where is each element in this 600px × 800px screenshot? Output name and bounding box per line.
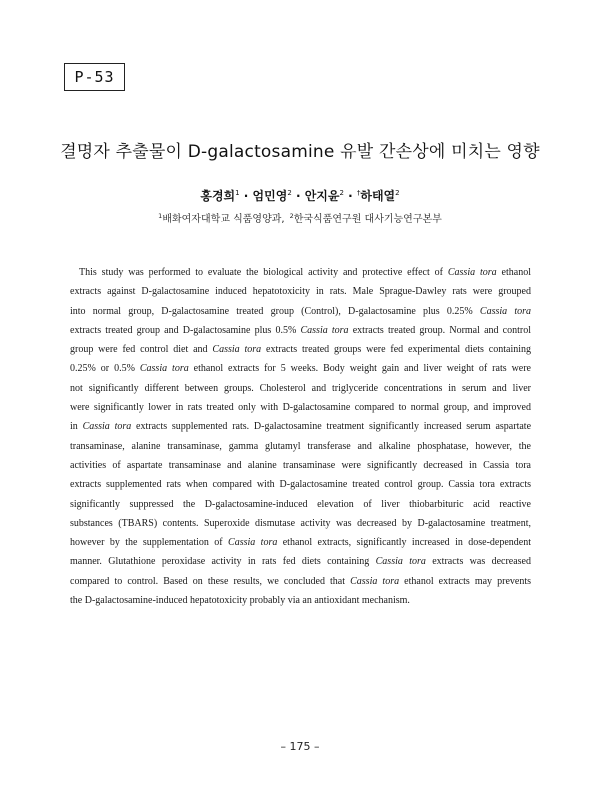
abstract-text: in <box>70 421 83 433</box>
abstract-line <box>70 475 531 494</box>
abstract-text: 0.25% or 0.5% <box>70 363 140 375</box>
abstract-line <box>70 591 531 610</box>
abstract-text: extracts treated group. Normal and control <box>348 324 531 336</box>
author-name: 안지윤 <box>304 189 340 203</box>
species-name: Cassia tora <box>350 575 400 587</box>
author <box>200 189 239 203</box>
affiliations <box>0 210 600 225</box>
species-name: Cassia tora <box>228 537 278 549</box>
author <box>305 189 344 203</box>
affiliation-mark: 1 <box>158 212 163 220</box>
abstract-line <box>70 514 531 533</box>
species-name: Cassia tora <box>300 324 349 336</box>
author-affil-mark: 2 <box>395 189 400 197</box>
abstract-body <box>70 263 531 610</box>
poster-id: P-53 <box>74 68 115 86</box>
corresponding-mark: † <box>356 189 361 197</box>
author-separator: · <box>239 189 253 203</box>
abstract-text: were significantly lower in rats treated only with D-galactosamine compared to normal group, and improved <box>70 402 531 414</box>
affiliation-mark: 2 <box>289 212 294 220</box>
abstract-text: however by the supplementation of <box>70 537 229 549</box>
species-name: Cassia tora <box>479 305 531 317</box>
author <box>253 189 292 203</box>
author-affil-mark: 2 <box>287 189 292 197</box>
abstract-line <box>70 282 531 301</box>
abstract-text: significantly suppressed the D-galactosamine-induced elevation of liver thiobarbituric acid reactive <box>70 498 531 510</box>
abstract-line <box>70 572 531 591</box>
species-name: Cassia tora <box>212 344 262 356</box>
abstract-text: This study was performed to evaluate the biological activity and protective effect of <box>79 267 448 278</box>
affiliation <box>158 214 284 225</box>
abstract-line <box>70 437 531 456</box>
abstract-text: group were fed control diet and <box>70 344 213 356</box>
species-name: Cassia tora <box>139 363 189 375</box>
abstract-text: substances (TBARS) contents. Superoxide dismutase activity was decreased by D-galactosamine treatment, <box>70 517 531 529</box>
author-affil-mark: 1 <box>235 189 240 197</box>
author-name: 하태열 <box>360 189 396 203</box>
abstract-line <box>70 417 531 436</box>
paper-title: 결명자 추출물이 D-galactosamine 유발 간손상에 미치는 영향 <box>60 142 540 162</box>
abstract-text: manner. Glutathione peroxidase activity in rats fed diets containing <box>70 556 376 568</box>
abstract-text: extracts was decreased <box>425 556 531 568</box>
abstract-line <box>70 533 531 552</box>
abstract-text: ethanol <box>496 267 531 278</box>
abstract-text: not significantly different between groups. Cholesterol and triglyceride concentrations in serum and liver <box>70 382 531 394</box>
abstract-line <box>70 495 531 514</box>
abstract-text: extracts supplemented rats when compared with D-galactosamine treated control group. Cassia tora extracts <box>70 479 531 491</box>
abstract-text: compared to control. Based on these results, we concluded that <box>70 575 351 587</box>
species-name: Cassia tora <box>447 267 497 278</box>
abstract-text: extracts supplemented rats. D-galactosamine treatment significantly increased serum aspartate <box>131 421 531 433</box>
abstract-line <box>70 398 531 417</box>
abstract-text: the D-galactosamine-induced hepatotoxicity probably via an antioxidant mechanism. <box>70 595 410 607</box>
author-affil-mark: 2 <box>339 189 344 197</box>
abstract-text: ethanol extracts, significantly increased in dose-dependent <box>277 537 531 549</box>
abstract-text: extracts treated group and D-galactosamine plus 0.5% <box>70 324 301 336</box>
abstract-text: ethanol extracts for 5 weeks. Body weight gain and liver weight of rats were <box>188 363 531 375</box>
author <box>357 189 400 203</box>
affiliation-text: 배화여자대학교 식품영양과, <box>162 214 285 225</box>
abstract-text: extracts against D-galactosamine induced hepatotoxicity in rats. Male Sprague-Dawley rats were grouped <box>70 286 531 298</box>
page-number: – 175 – <box>280 740 320 753</box>
abstract-line <box>70 263 531 282</box>
author-list <box>0 187 600 204</box>
poster-id-box <box>64 63 125 91</box>
abstract-line <box>70 552 531 571</box>
abstract-text: extracts treated groups were fed experimental diets containing <box>261 344 531 356</box>
abstract-line <box>70 340 531 359</box>
abstract-line <box>70 456 531 475</box>
species-name: Cassia tora <box>375 556 426 568</box>
abstract-text: activities of aspartate transaminase and alanine transaminase were significantly decreased in Cassia tora <box>70 459 531 471</box>
author-name: 엄민영 <box>252 189 288 203</box>
affiliation-text: 한국식품연구원 대사기능연구본부 <box>293 214 442 225</box>
abstract-text: into normal group, D-galactosamine treated group (Control), D-galactosamine plus 0.25% <box>70 305 480 317</box>
author-separator: · <box>343 189 357 203</box>
affiliation <box>290 214 442 225</box>
abstract-line <box>70 379 531 398</box>
abstract-line <box>70 321 531 340</box>
species-name: Cassia tora <box>82 421 132 433</box>
abstract-text: ethanol extracts may prevents <box>399 575 531 587</box>
author-name: 홍경희 <box>200 189 236 203</box>
author-separator: · <box>291 189 305 203</box>
abstract-line <box>70 302 531 321</box>
abstract-line <box>70 359 531 378</box>
abstract-text: transaminase, alanine transaminase, gamma glutamyl transferase and alkaline phosphatase, however, the <box>70 440 531 452</box>
